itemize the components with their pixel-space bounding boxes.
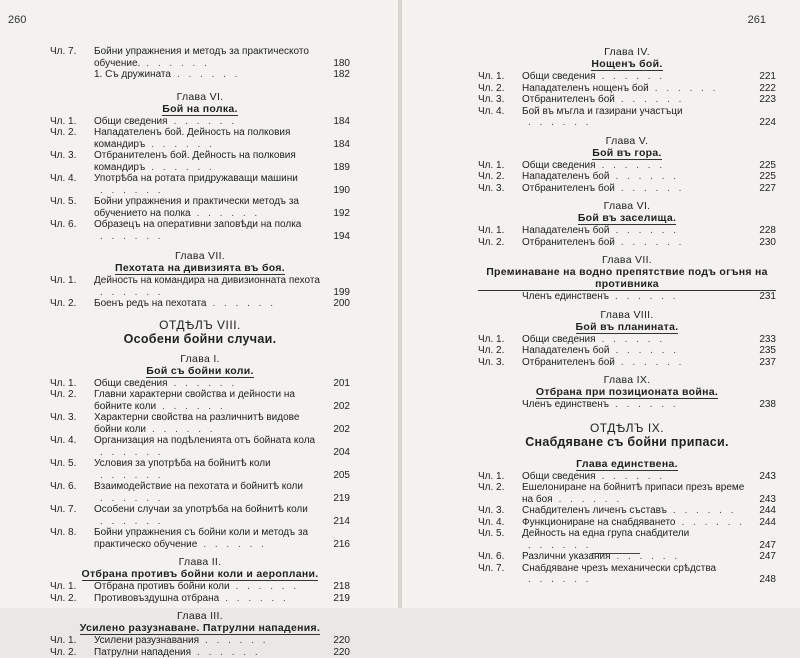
entry-number: Чл. 3. xyxy=(478,505,504,517)
entry-text: Общи сведения . . . . . . xyxy=(478,71,776,83)
entry-page: 225 xyxy=(759,171,776,183)
entry-group xyxy=(478,334,776,369)
entry-page: 227 xyxy=(759,183,776,195)
dot-leader: . . . . . . xyxy=(146,58,210,70)
toc-entry xyxy=(50,635,350,647)
dot-leader: . . . . . . xyxy=(100,447,164,459)
toc-entry xyxy=(478,106,776,129)
toc-entry xyxy=(478,345,776,357)
entry-text: Общи сведения . . . . . . xyxy=(478,334,776,346)
entry-page: 214 xyxy=(333,516,350,528)
entry-group xyxy=(50,581,350,604)
entry-page: 235 xyxy=(759,345,776,357)
entry-text: Отбрана противъ бойни коли . . . . . . xyxy=(50,581,350,593)
dot-leader: . . . . . . xyxy=(621,94,685,106)
toc-entry xyxy=(478,357,776,369)
toc-entry xyxy=(50,504,350,527)
chapter-heading: Глава IV. xyxy=(478,46,776,58)
dot-leader: . . . . . . xyxy=(152,424,216,436)
entry-number: Чл. 8. xyxy=(50,527,76,539)
toc-entry xyxy=(478,291,776,303)
end-rule xyxy=(592,553,640,554)
entry-number: Чл. 7. xyxy=(478,563,504,575)
dot-leader: . . . . . . xyxy=(100,493,164,505)
entry-text: Отбранителенъ бой . . . . . . xyxy=(478,357,776,369)
entry-page: 247 xyxy=(759,551,776,563)
entry-number: Чл. 6. xyxy=(50,481,76,493)
entry-page: 225 xyxy=(759,160,776,172)
entry-page: 219 xyxy=(333,593,350,605)
toc-entry xyxy=(478,471,776,483)
toc-entry xyxy=(478,334,776,346)
entry-number: Чл. 5. xyxy=(50,196,76,208)
entry-text: Отбранителенъ бой . . . . . . xyxy=(478,237,776,249)
dot-leader: . . . . . . xyxy=(528,540,592,552)
entry-text: Функциониране на снабдяването . . . . . . xyxy=(478,517,776,529)
part-title: Снабдяване съ бойни припаси. xyxy=(478,435,776,450)
right-page xyxy=(402,0,800,608)
dot-leader: . . . . . . xyxy=(197,208,261,220)
dot-leader: . . . . . . xyxy=(528,117,592,129)
entry-text: Нападателенъ бой . . . . . . xyxy=(478,171,776,183)
dot-leader: . . . . . . xyxy=(212,298,276,310)
entry-page: 219 xyxy=(333,493,350,505)
entry-text: Противовъздушна отбрана . . . . . . xyxy=(50,593,350,605)
toc-entry xyxy=(50,412,350,435)
entry-text: Общи сведения . . . . . . xyxy=(478,160,776,172)
dot-leader: . . . . . . xyxy=(162,401,226,413)
entry-number: Чл. 5. xyxy=(478,528,504,540)
toc-column xyxy=(478,46,776,586)
chapter-heading: Глава VIII. xyxy=(478,309,776,321)
chapter-title: Усилено разузнаване. Патрулни нападения. xyxy=(50,622,350,635)
dot-leader: . . . . . . xyxy=(100,516,164,528)
entry-number: Чл. 1. xyxy=(50,378,76,390)
entry-group xyxy=(478,225,776,248)
toc-entry xyxy=(50,435,350,458)
dot-leader: . . . . . . xyxy=(615,345,679,357)
entry-text: Образецъ на оперативни заповѣди на полка. . . . . . xyxy=(50,219,350,242)
chapter-heading: Глава VII. xyxy=(50,250,350,262)
toc-entry xyxy=(478,183,776,195)
dot-leader: . . . . . . xyxy=(615,291,679,303)
dot-leader: . . . . . . xyxy=(528,574,592,586)
dot-leader: . . . . . . xyxy=(151,139,215,151)
chapter-heading: Глава III. xyxy=(50,610,350,622)
part-heading: ОТДѢЛЪ IX. xyxy=(478,421,776,435)
toc-entry xyxy=(50,173,350,196)
chapter-heading: Глава I. xyxy=(50,353,350,365)
toc-entry xyxy=(50,298,350,310)
entry-text: Организация на подѣленията отъ бойната кола. . . . . . xyxy=(50,435,350,458)
chapter-heading: Глава VII. xyxy=(478,254,776,266)
entry-group xyxy=(478,471,776,586)
toc-entry xyxy=(478,528,776,551)
chapter-title: Бой на полка. xyxy=(50,103,350,116)
toc-entry xyxy=(50,389,350,412)
part-title: Особени бойни случаи. xyxy=(50,332,350,347)
entry-page: 237 xyxy=(759,357,776,369)
entry-number: Чл. 2. xyxy=(478,482,504,494)
toc-column xyxy=(50,46,350,658)
toc-entry xyxy=(478,225,776,237)
toc-entry xyxy=(50,481,350,504)
entry-page: 238 xyxy=(759,399,776,411)
toc-entry xyxy=(478,160,776,172)
toc-entry xyxy=(478,94,776,106)
dot-leader: . . . . . . xyxy=(615,399,679,411)
entry-number: Чл. 1. xyxy=(478,471,504,483)
entry-page: 202 xyxy=(333,401,350,413)
entry-page: 190 xyxy=(333,185,350,197)
entry-text: Нападателенъ бой. Дейность на полковия командиръ . . . . . . xyxy=(50,127,350,150)
entry-text: Условия за употрѣба на бойнитѣ коли. . . . . . xyxy=(50,458,350,481)
entry-group xyxy=(478,399,776,411)
entry-group xyxy=(50,275,350,310)
entry-text: 1. Съ дружината . . . . . . xyxy=(50,69,350,81)
chapter-title: Бой въ гора. xyxy=(478,147,776,160)
entry-number: Чл. 2. xyxy=(50,647,76,658)
dot-leader: . . . . . . xyxy=(205,635,269,647)
entry-number: Чл. 5. xyxy=(50,458,76,470)
entry-page: 202 xyxy=(333,424,350,436)
entry-page: 201 xyxy=(333,378,350,390)
toc-entry xyxy=(50,150,350,173)
dot-leader: . . . . . . xyxy=(602,334,666,346)
chapter-heading: Глава единствена. xyxy=(478,458,776,471)
entry-text: Бойни упражнения и практически методъ за обучението на полка . . . . . . xyxy=(50,196,350,219)
entry-text: Бойни упражнения съ бойни коли и методъ за практическо обучение . . . . . . xyxy=(50,527,350,550)
entry-group xyxy=(478,71,776,129)
dot-leader: . . . . . . xyxy=(177,69,241,81)
entry-number: Чл. 1. xyxy=(50,581,76,593)
entry-text: Общи сведения . . . . . . xyxy=(50,378,350,390)
entry-page: 223 xyxy=(759,94,776,106)
entry-group xyxy=(478,160,776,195)
entry-page: 243 xyxy=(759,471,776,483)
entry-page: 221 xyxy=(759,71,776,83)
entry-page: 184 xyxy=(333,139,350,151)
dot-leader: . . . . . . xyxy=(602,71,666,83)
toc-entry xyxy=(50,458,350,481)
entry-group xyxy=(50,635,350,658)
dot-leader: . . . . . . xyxy=(174,378,238,390)
chapter-heading: Глава V. xyxy=(478,135,776,147)
toc-entry xyxy=(478,563,776,586)
dot-leader: . . . . . . xyxy=(100,231,164,243)
entry-number: Чл. 2. xyxy=(478,345,504,357)
entry-number: Чл. 4. xyxy=(478,517,504,529)
entry-group xyxy=(50,46,350,81)
toc-entry xyxy=(50,69,350,81)
part-heading: ОТДѢЛЪ VIII. xyxy=(50,318,350,332)
chapter-heading: Глава VI. xyxy=(50,91,350,103)
entry-page: 233 xyxy=(759,334,776,346)
chapter-title: Бой въ заселища. xyxy=(478,212,776,225)
toc-entry xyxy=(478,83,776,95)
dot-leader: . . . . . . xyxy=(621,357,685,369)
toc-entry xyxy=(50,581,350,593)
entry-page: 189 xyxy=(333,162,350,174)
entry-text: Отбранителенъ бой . . . . . . xyxy=(478,94,776,106)
entry-text: Дейность на една група снабдители. . . . . . xyxy=(478,528,776,551)
dot-leader: . . . . . . xyxy=(225,593,289,605)
toc-entry xyxy=(478,505,776,517)
entry-group xyxy=(50,116,350,243)
chapter-title: Отбрана при позиционата война. xyxy=(478,386,776,399)
entry-text: Снабдяване чрезъ механически срѣдства. . . . . . xyxy=(478,563,776,586)
entry-group xyxy=(478,291,776,303)
toc-entry xyxy=(478,399,776,411)
toc-entry xyxy=(50,647,350,658)
entry-page: 200 xyxy=(333,298,350,310)
entry-page: 204 xyxy=(333,447,350,459)
entry-page: 199 xyxy=(333,287,350,299)
entry-number: Чл. 3. xyxy=(478,183,504,195)
dot-leader: . . . . . . xyxy=(621,237,685,249)
entry-page: 248 xyxy=(759,574,776,586)
entry-number: Чл. 2. xyxy=(50,389,76,401)
dot-leader: . . . . . . xyxy=(203,539,267,551)
entry-number: Чл. 2. xyxy=(50,127,76,139)
entry-text: Бой въ мъгла и газирани участъци. . . . . . xyxy=(478,106,776,129)
entry-number: Чл. 7. xyxy=(50,504,76,516)
toc-entry xyxy=(50,219,350,242)
entry-page: 243 xyxy=(759,494,776,506)
toc-entry xyxy=(478,517,776,529)
dot-leader: . . . . . . xyxy=(621,183,685,195)
toc-entry xyxy=(50,127,350,150)
dot-leader: . . . . . . xyxy=(236,581,300,593)
entry-text: Особени случаи за употрѣба на бойнитѣ коли. . . . . . xyxy=(50,504,350,527)
entry-number: Чл. 1. xyxy=(50,116,76,128)
entry-number: Чл. 3. xyxy=(50,412,76,424)
dot-leader: . . . . . . xyxy=(602,471,666,483)
toc-entry xyxy=(50,527,350,550)
entry-page: 205 xyxy=(333,470,350,482)
dot-leader: . . . . . . xyxy=(682,517,746,529)
entry-page: 184 xyxy=(333,116,350,128)
toc-entry xyxy=(50,378,350,390)
entry-text: Различни указания . . . . . . xyxy=(478,551,776,563)
toc-entry xyxy=(50,593,350,605)
toc-entry xyxy=(478,482,776,505)
entry-text: Нападателенъ нощенъ бой . . . . . . xyxy=(478,83,776,95)
dot-leader: . . . . . . xyxy=(174,116,238,128)
dot-leader: . . . . . . xyxy=(559,494,623,506)
entry-number: Чл. 1. xyxy=(478,334,504,346)
entry-text: Усилени разузнавания . . . . . . xyxy=(50,635,350,647)
entry-text: Характерни свойства на различнитѣ видове бойни коли . . . . . . xyxy=(50,412,350,435)
toc-entry xyxy=(50,275,350,298)
entry-text: Бойни упражнения и методъ за практическото обучение. . . . . . . xyxy=(50,46,350,69)
entry-text: Отбранителенъ бой . . . . . . xyxy=(478,183,776,195)
entry-text: Главни характерни свойства и дейности на бойните коли . . . . . . xyxy=(50,389,350,412)
entry-page: 244 xyxy=(759,505,776,517)
dot-leader: . . . . . . xyxy=(617,551,681,563)
entry-number: Чл. 2. xyxy=(478,83,504,95)
dot-leader: . . . . . . xyxy=(100,470,164,482)
entry-text: Общи сведения . . . . . . xyxy=(478,471,776,483)
entry-text: Снабдителенъ личенъ съставъ . . . . . . xyxy=(478,505,776,517)
entry-text: Патрулни нападения . . . . . . xyxy=(50,647,350,658)
dot-leader: . . . . . . xyxy=(100,185,164,197)
entry-page: 228 xyxy=(759,225,776,237)
chapter-title: Бой въ планината. xyxy=(478,321,776,334)
chapter-title: Пехотата на дивизията въ боя. xyxy=(50,262,350,275)
entry-text: Членъ единственъ . . . . . . xyxy=(478,399,776,411)
entry-number: Чл. 3. xyxy=(478,94,504,106)
dot-leader: . . . . . . xyxy=(151,162,215,174)
entry-number: Чл. 3. xyxy=(50,150,76,162)
entry-page: 244 xyxy=(759,517,776,529)
entry-number: Чл. 7. xyxy=(50,46,76,58)
entry-number: Чл. 2. xyxy=(478,171,504,183)
chapter-title: Бой съ бойни коли. xyxy=(50,365,350,378)
toc-entry xyxy=(50,46,350,69)
entry-number: Чл. 1. xyxy=(50,275,76,287)
dot-leader: . . . . . . xyxy=(615,171,679,183)
toc-entry xyxy=(478,171,776,183)
toc-entry xyxy=(478,71,776,83)
left-page xyxy=(0,0,398,608)
entry-text: Нападателенъ бой . . . . . . xyxy=(478,345,776,357)
entry-number: Чл. 2. xyxy=(50,298,76,310)
entry-page: 218 xyxy=(333,581,350,593)
chapter-title: Преминаване на водно препятствие подъ огъня на противника xyxy=(478,266,776,291)
entry-number: Чл. 3. xyxy=(478,357,504,369)
entry-text: Боенъ редъ на пехотата . . . . . . xyxy=(50,298,350,310)
entry-page: 222 xyxy=(759,83,776,95)
entry-text: Употрѣба на ротата придружаващи машини. . . . . . xyxy=(50,173,350,196)
entry-text: Взаимодействие на пехотата и бойнитѣ коли. . . . . . xyxy=(50,481,350,504)
entry-text: Отбранителенъ бой. Дейность на полковия командиръ . . . . . . xyxy=(50,150,350,173)
entry-page: 230 xyxy=(759,237,776,249)
entry-text: Дейность на командира на дивизионната пехота. . . . . . xyxy=(50,275,350,298)
entry-page: 224 xyxy=(759,117,776,129)
entry-page: 220 xyxy=(333,647,350,658)
entry-text: Ешелониране на бойнитѣ припаси презъ време на боя . . . . . . xyxy=(478,482,776,505)
toc-entry xyxy=(50,196,350,219)
entry-number: Чл. 1. xyxy=(478,225,504,237)
entry-number: Чл. 6. xyxy=(50,219,76,231)
toc-entry xyxy=(478,237,776,249)
chapter-title: Отбрана противъ бойни коли и аероплани. xyxy=(50,568,350,581)
entry-page: 231 xyxy=(759,291,776,303)
entry-group xyxy=(50,378,350,551)
chapter-heading: Глава VI. xyxy=(478,200,776,212)
entry-page: 247 xyxy=(759,540,776,552)
entry-page: 192 xyxy=(333,208,350,220)
entry-number: Чл. 4. xyxy=(50,435,76,447)
dot-leader: . . . . . . xyxy=(655,83,719,95)
entry-number: Чл. 1. xyxy=(50,635,76,647)
entry-text: Членъ единственъ . . . . . . xyxy=(478,291,776,303)
dot-leader: . . . . . . xyxy=(602,160,666,172)
page-number: 260 xyxy=(8,14,26,26)
entry-number: Чл. 1. xyxy=(478,71,504,83)
dot-leader: . . . . . . xyxy=(100,287,164,299)
page-number: 261 xyxy=(748,14,766,26)
entry-number: Чл. 2. xyxy=(50,593,76,605)
chapter-heading: Глава II. xyxy=(50,556,350,568)
entry-page: 182 xyxy=(333,69,350,81)
entry-page: 216 xyxy=(333,539,350,551)
chapter-heading: Глава IX. xyxy=(478,374,776,386)
entry-page: 220 xyxy=(333,635,350,647)
entry-number: Чл. 2. xyxy=(478,237,504,249)
entry-number: Чл. 6. xyxy=(478,551,504,563)
dot-leader: . . . . . . xyxy=(615,225,679,237)
toc-entry xyxy=(50,116,350,128)
entry-page: 194 xyxy=(333,231,350,243)
dot-leader: . . . . . . xyxy=(197,647,261,658)
entry-number: Чл. 4. xyxy=(478,106,504,118)
chapter-title: Нощенъ бой. xyxy=(478,58,776,71)
entry-text: Общи сведения . . . . . . xyxy=(50,116,350,128)
entry-text: Нападателенъ бой . . . . . . xyxy=(478,225,776,237)
entry-number: Чл. 4. xyxy=(50,173,76,185)
dot-leader: . . . . . . xyxy=(673,505,737,517)
entry-page: 180 xyxy=(333,58,350,70)
entry-number: Чл. 1. xyxy=(478,160,504,172)
